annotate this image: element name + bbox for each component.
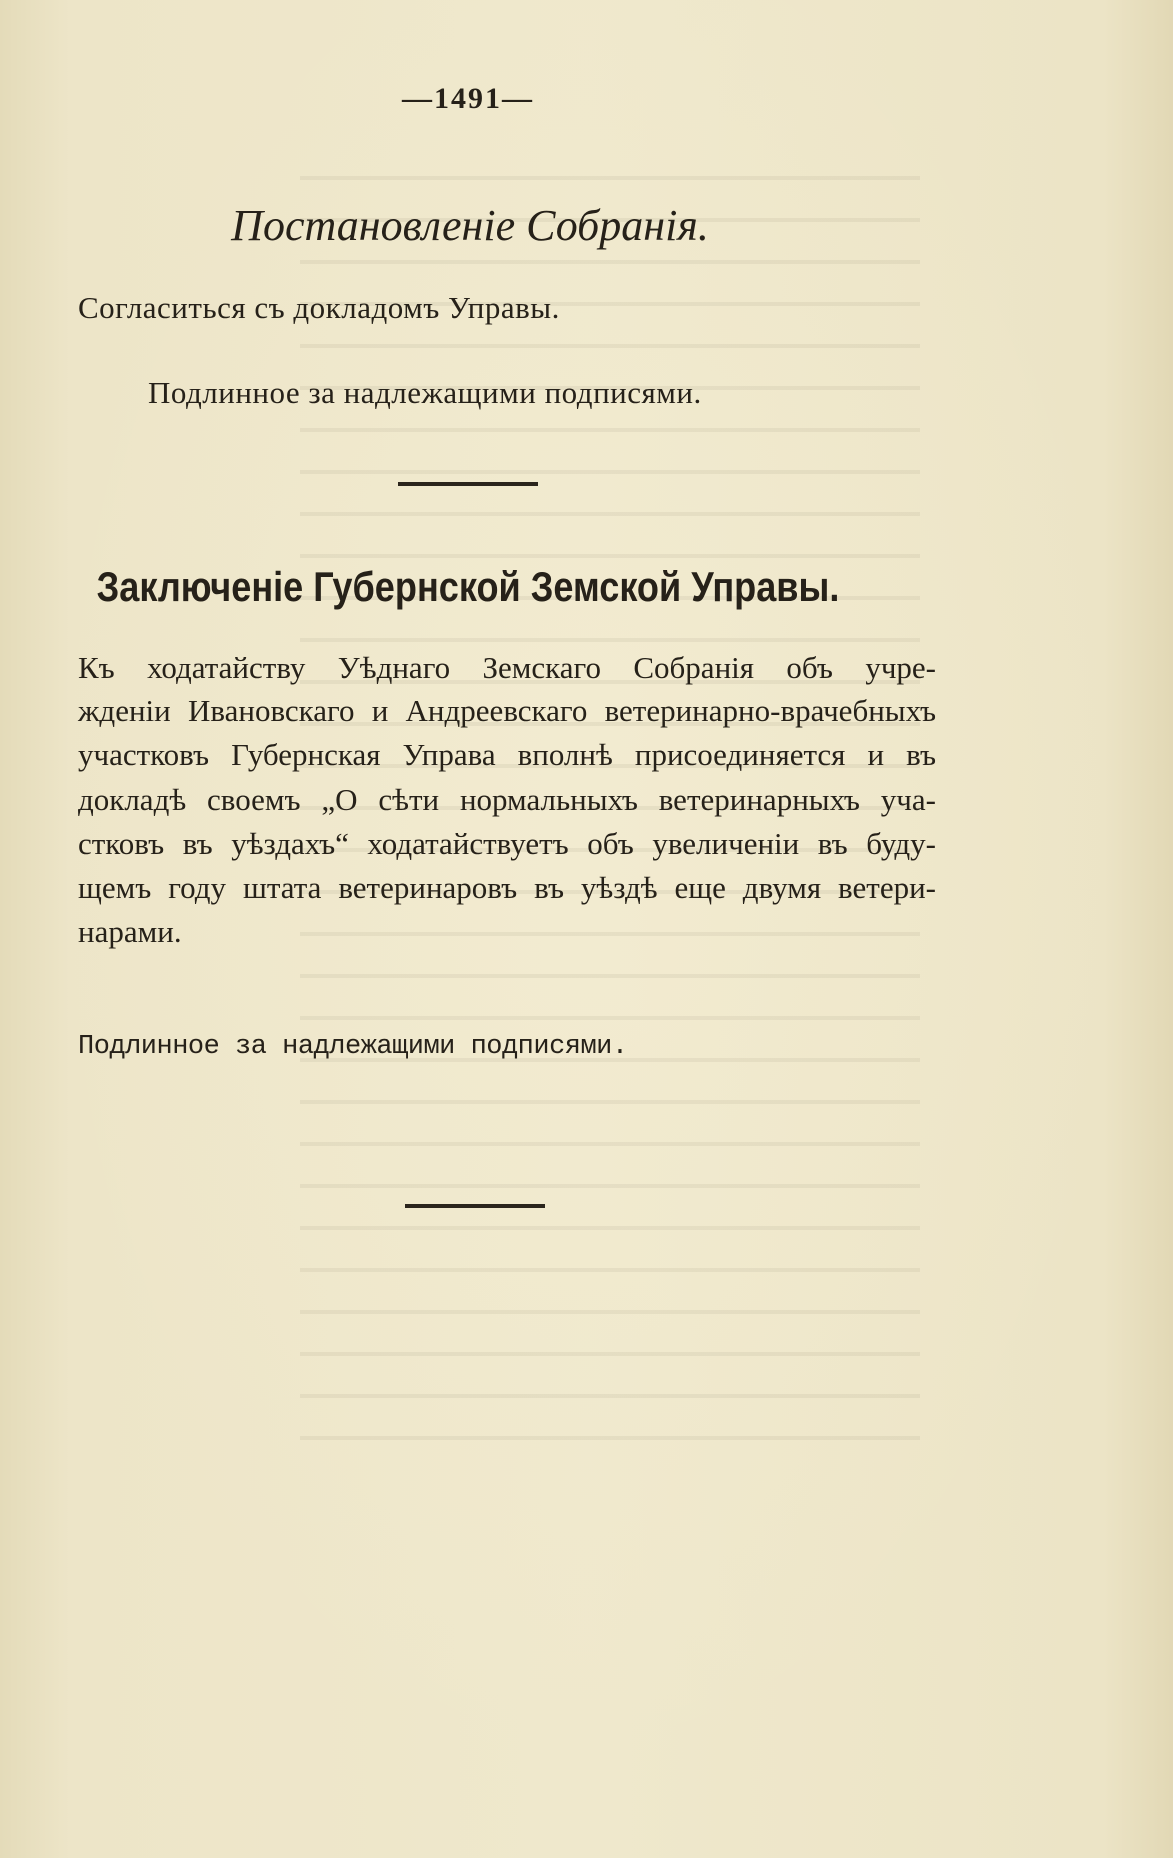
paragraph-line: стковъ въ уѣздахъ“ ходатайствуетъ объ увеличеніи въ буду- — [78, 826, 936, 861]
paragraph-line: жденіи Ивановскаго и Андреевскаго ветеринарно-врачебныхъ — [78, 693, 936, 728]
paragraph-line: докладѣ своемъ „О сѣти нормальныхъ ветеринарныхъ уча- — [78, 782, 936, 817]
paragraph-line: Къ ходатайству Уѣднаго Земскаго Собранія объ учре- — [78, 650, 936, 685]
section-divider — [398, 482, 538, 486]
resolution-text: Согласиться съ докладомъ Управы. — [78, 290, 560, 325]
conclusion-title: Заключеніе Губернской Земской Управы. — [96, 563, 840, 610]
end-divider — [405, 1204, 545, 1208]
resolution-signature-note: Подлинное за надлежащими подписями. — [148, 375, 702, 410]
conclusion-signature-note: Подлинное за надлежащими подписями. — [78, 1032, 628, 1062]
paragraph-line: щемъ году штата ветеринаровъ въ уѣздѣ еще двумя ветери- — [78, 870, 936, 905]
paragraph-line: нарами. — [78, 914, 182, 949]
paragraph-line: участковъ Губернская Управа вполнѣ присоединяется и въ — [78, 737, 936, 772]
page-number: —1491— — [402, 82, 534, 115]
resolution-title: Постановленіе Собранія. — [231, 201, 709, 250]
